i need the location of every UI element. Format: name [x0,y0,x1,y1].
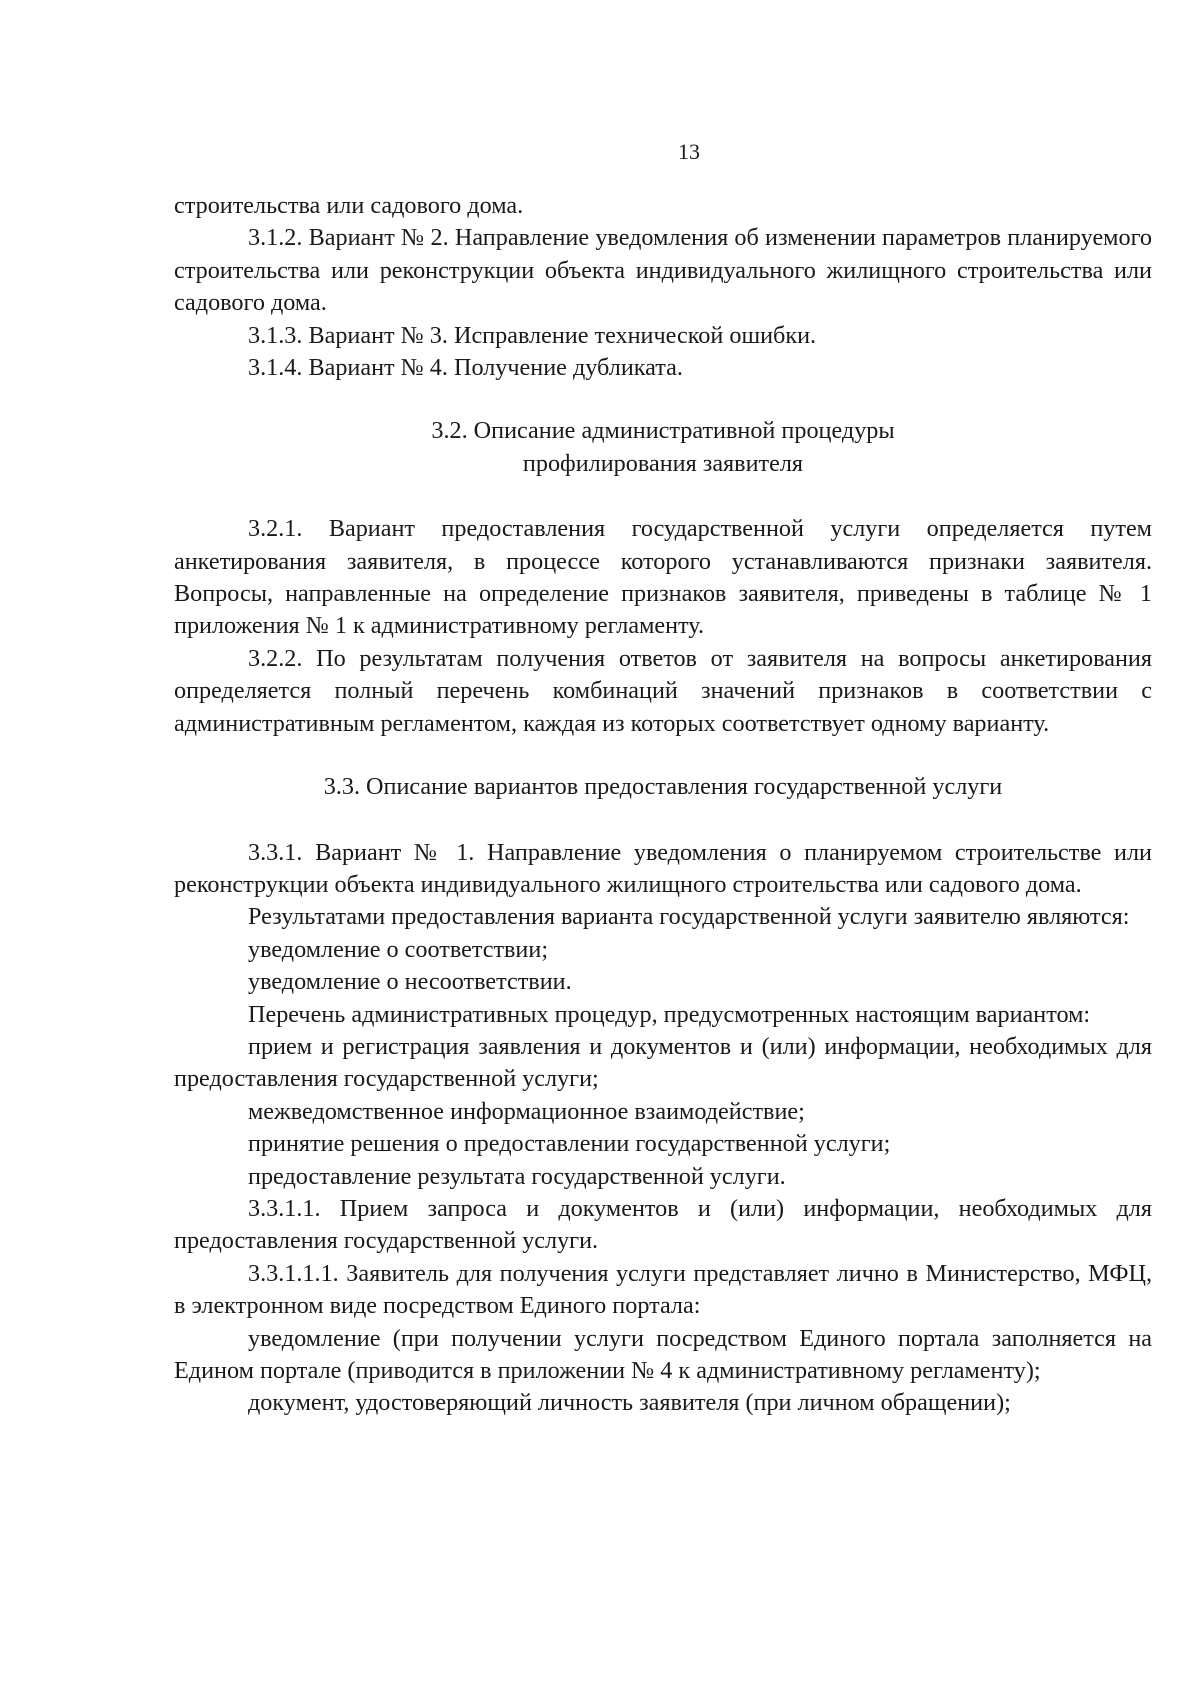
paragraph-3-1-2: 3.1.2. Вариант № 2. Направление уведомления об изменении параметров планируемого строительства или реконструкции объекта индивидуального жилищного строительства или садового дома. [174,224,1152,317]
paragraph-3-1-3: 3.1.3. Вариант № 3. Исправление технической ошибки. [248,321,817,349]
section-title-3-2 [174,415,1152,480]
list-item-identity-document: документ, удостоверяющий личность заявителя (при личном обращении); [248,1389,1011,1417]
paragraph-3-3-1: 3.3.1. Вариант № 1. Направление уведомления о планируемом строительстве или реконструкции объекта индивидуального жилищного строительства или садового дома. [174,838,1152,898]
document-body [174,190,1152,1420]
list-item-result: предоставление результата государственной услуги. [248,1162,786,1190]
list-item-reception: прием и регистрация заявления и документов и (или) информации, необходимых для предоставления государственной услуги; [174,1032,1152,1093]
page-number: 13 [678,139,700,164]
list-item-notification: уведомление (при получении услуги посредством Единого портала заполняется на Едином портале (приводится в приложении № 4 к административному регламенту); [174,1324,1152,1384]
list-item-interagency: межведомственное информационное взаимодействие; [248,1097,805,1125]
list-item-compliance: уведомление о соответствии; [248,935,549,963]
paragraph-3-3-1-1: 3.3.1.1. Прием запроса и документов и (или) информации, необходимых для предоставления государственной услуги. [174,1194,1152,1255]
section-title-3-2-line1: 3.2. Описание административной процедуры [431,417,895,445]
section-title-3-3 [174,771,1152,803]
section-title-3-2-line2: профилирования заявителя [522,449,804,477]
paragraph-procedures: Перечень административных процедур, предусмотренных настоящим вариантом: [248,1000,1091,1028]
paragraph-results: Результатами предоставления варианта государственной услуги заявителю являются: [248,903,1130,931]
paragraph-3-2-1: 3.2.1. Вариант предоставления государственной услуги определяется путем анкетирования заявителя, в процессе которого устанавливаются признаки заявителя. Вопросы, направленные на определение признаков заявителя, приведены в таблице № 1 приложения № 1 к административному регламенту. [174,515,1152,640]
paragraph-3-2-2: 3.2.2. По результатам получения ответов от заявителя на вопросы анкетирования определяется полный перечень комбинаций значений признаков в соответствии с административным регламентом, каждая из которых соответствует одному варианту. [174,644,1152,737]
paragraph-continuation: строительства или садового дома. [174,192,524,219]
paragraph-3-1-4: 3.1.4. Вариант № 4. Получение дубликата. [248,354,683,382]
section-title-3-3-line: 3.3. Описание вариантов предоставления государственной услуги [323,773,1003,801]
list-item-noncompliance: уведомление о несоответствии. [248,968,572,996]
list-item-decision: принятие решения о предоставлении государственной услуги; [248,1130,891,1158]
paragraph-3-3-1-1-1: 3.3.1.1.1. Заявитель для получения услуги представляет лично в Министерство, МФЦ, в электронном виде посредством Единого портала: [174,1259,1152,1320]
